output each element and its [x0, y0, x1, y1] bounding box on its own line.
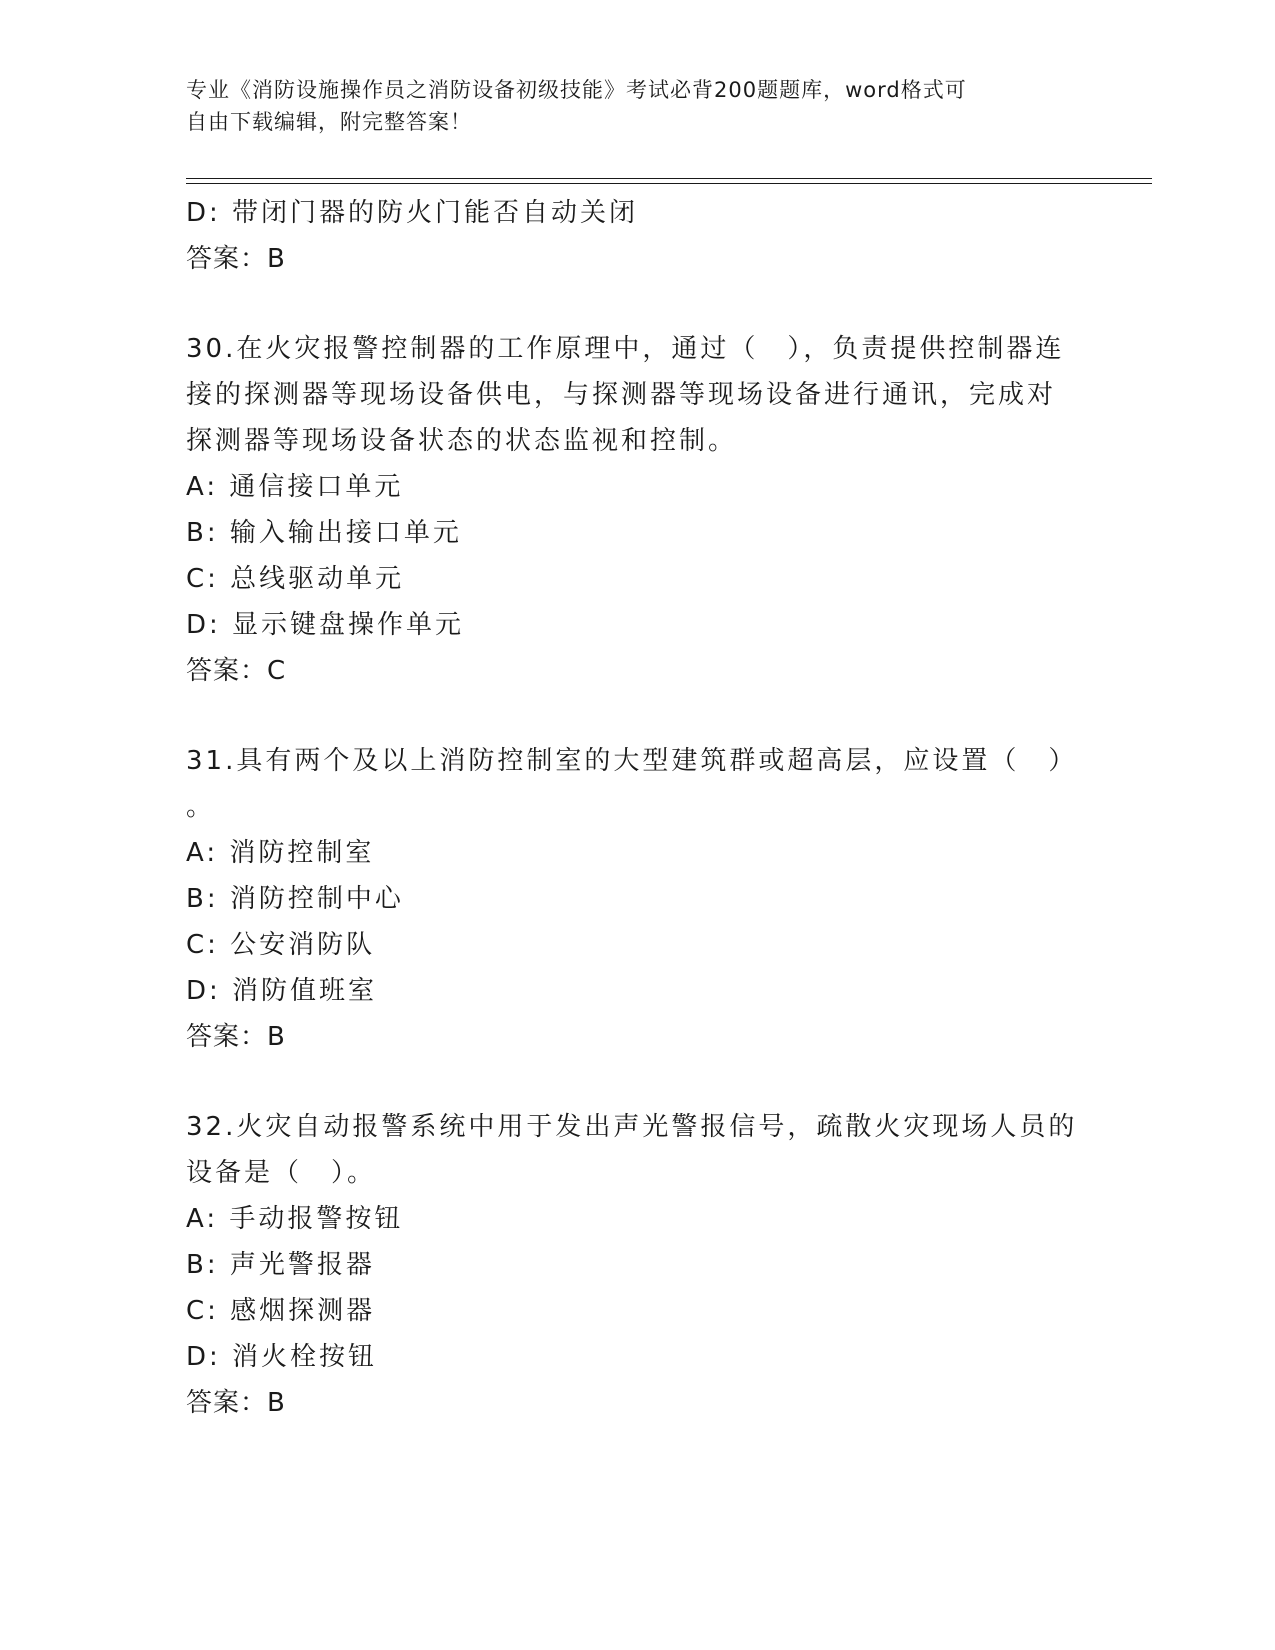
- question-stem: 探测器等现场设备状态的状态监视和控制。: [186, 426, 738, 456]
- question-stem: 接的探测器等现场设备供电，与探测器等现场设备进行通讯，完成对: [186, 380, 1057, 410]
- spacer: [186, 694, 1086, 738]
- option-b: B: 声光警报器: [186, 1250, 375, 1280]
- header-title-line-1: 专业《消防设施操作员之消防设备初级技能》考试必背200题题库，word格式可: [186, 78, 967, 102]
- header-title-line-2: 自由下载编辑，附完整答案！: [186, 110, 472, 134]
- answer-line: 答案：B: [186, 1388, 286, 1418]
- spacer: [186, 282, 1086, 326]
- spacer: [186, 1060, 1086, 1104]
- option-a: A: 通信接口单元: [186, 472, 404, 502]
- option-d: D: 显示键盘操作单元: [186, 610, 465, 640]
- option-d: D: 消火栓按钮: [186, 1342, 378, 1372]
- option-c: C: 公安消防队: [186, 930, 376, 960]
- question-31: [186, 738, 1086, 1060]
- answer-line: 答案：B: [186, 1022, 286, 1052]
- answer-line: 答案：B: [186, 244, 286, 274]
- question-stem: 。: [186, 792, 216, 822]
- document-header: [186, 74, 1066, 138]
- header-divider-top: [186, 178, 1152, 179]
- question-30: [186, 326, 1086, 694]
- question-list: [186, 190, 1086, 1426]
- option-b: B: 输入输出接口单元: [186, 518, 462, 548]
- option-b: B: 消防控制中心: [186, 884, 404, 914]
- question-stem: 32.火灾自动报警系统中用于发出声光警报信号，疏散火灾现场人员的: [186, 1112, 1078, 1142]
- option-c: C: 感烟探测器: [186, 1296, 376, 1326]
- question-stem: 31.具有两个及以上消防控制室的大型建筑群或超高层，应设置（ ）: [186, 746, 1078, 776]
- header-divider-bottom: [186, 183, 1152, 184]
- answer-line: 答案：C: [186, 656, 287, 686]
- option-d: D: 带闭门器的防火门能否自动关闭: [186, 198, 639, 228]
- question-stem: 30.在火灾报警控制器的工作原理中，通过（ ），负责提供控制器连: [186, 334, 1065, 364]
- option-a: A: 手动报警按钮: [186, 1204, 404, 1234]
- option-c: C: 总线驱动单元: [186, 564, 405, 594]
- option-d: D: 消防值班室: [186, 976, 378, 1006]
- question-stem: 设备是（ ）。: [186, 1158, 377, 1188]
- question-32: [186, 1104, 1086, 1426]
- option-a: A: 消防控制室: [186, 838, 375, 868]
